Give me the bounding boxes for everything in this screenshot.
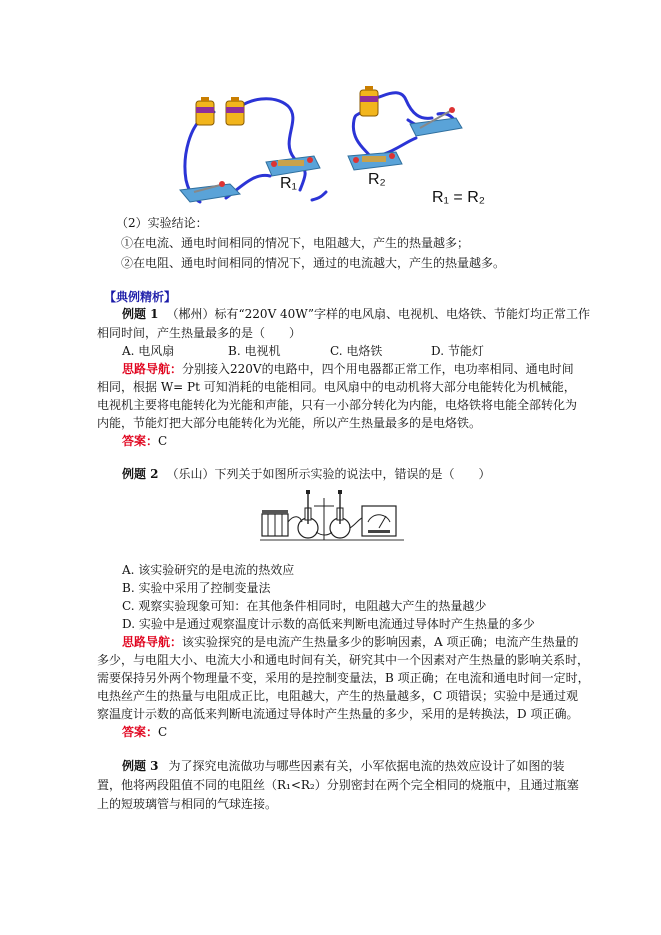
example3-text1: 为了探究电流做功与哪些因素有关，小军依据电流的热效应设计了如图的装 [168,759,565,773]
example1-guide-text1: 分别接入220V的电路中，四个用电器都正常工作，电功率相同、通电时间 [182,362,574,376]
example2-guide-line1 [122,633,579,651]
example2-answer-value: C [158,725,168,739]
battery-box-icon [262,510,288,536]
example3-line3: 上的短玻璃管与相同的气球连接。 [97,797,278,811]
example1-stem-line1 [122,305,590,323]
section-title: 【典例精析】 [104,290,177,304]
example1-option-d: D. 节能灯 [431,344,484,358]
switch-board-icon [180,181,240,202]
example2-option-c: C. 观察实验现象可知：在其他条件相同时，电阻越大产生的热量越少 [122,599,487,613]
example2-guide-line3: 需要保持另外两个物理量不变，采用的是控制变量法，B 项正确；在电流和通电时间一定时， [97,671,590,685]
example1-stem-line2: 相同时间，产生热量最多的是（ ） [97,326,302,340]
circuit-figure [170,80,500,215]
example1-answer-label: 答案： [122,434,159,448]
label-r1: R₁ [280,175,297,192]
label-r2: R₂ [368,171,386,188]
example1-option-c: C. 电烙铁 [330,344,383,358]
example1-label: 例题 1 [122,307,159,321]
example2-option-a: A. 该实验研究的是电流的热效应 [122,563,295,577]
example1-stem-text: （郴州）标有“220V 40W”字样的电风扇、电视机、电烙铁、节能灯均正常工作 [166,307,591,321]
conclusion-heading: （2）实验结论： [116,216,208,230]
example2-guide-label: 思路导航： [122,635,183,649]
resistor-board-r2 [348,152,402,170]
switch-board-icon [410,107,462,136]
example1-answer-value: C [158,434,168,448]
experiment-figure [258,488,406,548]
example2-guide-line4: 电热丝产生的热量与电阻成正比，电阻越大，产生的热量越多，C 项错误；实验中是通过观 [97,689,578,703]
example2-guide-line2: 多少，与电阻大小、电流大小和通电时间有关，研究其中一个因素对产生热量的影响关系时， [97,653,590,667]
example1-guide-line4: 内能，节能灯把大部分电能转化为光能，所以产生热量最多的是电烙铁。 [97,416,482,430]
label-r-equal: R₁ = R₂ [432,189,485,206]
example2-stem [122,465,491,483]
flask-icon [298,490,318,538]
example1-guide-line2: 相同，根据 W= Pt 可知消耗的电能相同。电风扇中的电动机将大部分电能转化为机械能， [97,380,576,394]
example2-stem-text: （乐山）下列关于如图所示实验的说法中，错误的是（ ） [166,467,491,481]
example2-answer-label: 答案： [122,725,159,739]
example2-label: 例题 2 [122,467,159,481]
battery-icon [360,86,378,116]
battery-icon [226,97,244,125]
example1-guide-line1 [122,360,574,378]
example1-answer [122,432,167,450]
example2-answer [122,723,167,741]
example3-label: 例题 3 [122,759,159,773]
conclusion-item-1: ①在电流、通电时间相同的情况下，电阻越大，产生的热量越多； [121,236,470,250]
example2-option-d: D. 实验中是通过观察温度计示数的高低来判断电流通过导体时产生热量的多少 [122,617,535,631]
meter-icon [362,506,396,536]
example1-option-a: A. 电风扇 [122,344,175,358]
example1-guide-line3: 电视机主要将电能转化为光能和声能，只有一小部分转化为内能，电烙铁将电能全部转化为 [97,398,578,412]
battery-icon [196,97,214,125]
resistor-board-r1 [266,156,320,176]
example3-line1 [122,757,565,775]
example1-option-b: B. 电视机 [228,344,281,358]
example3-line2: 置，他将两段阻值不同的电阻丝（R₁<R₂）分别密封在两个完全相同的烧瓶中，且通过瓶塞 [97,778,579,792]
conclusion-item-2: ②在电阻、通电时间相同的情况下，通过的电流越大，产生的热量越多。 [121,256,506,270]
example1-guide-label: 思路导航： [122,362,183,376]
example2-guide-text1: 该实验探究的是电流产生热量多少的影响因素，A 项正确；电流产生热量的 [182,635,579,649]
flask-icon [330,490,350,538]
example2-option-b: B. 实验中采用了控制变量法 [122,581,271,595]
example2-guide-line5: 察温度计示数的高低来判断电流通过导体时产生热量的多少，采用的是转换法，D 项正确。 [97,707,579,721]
